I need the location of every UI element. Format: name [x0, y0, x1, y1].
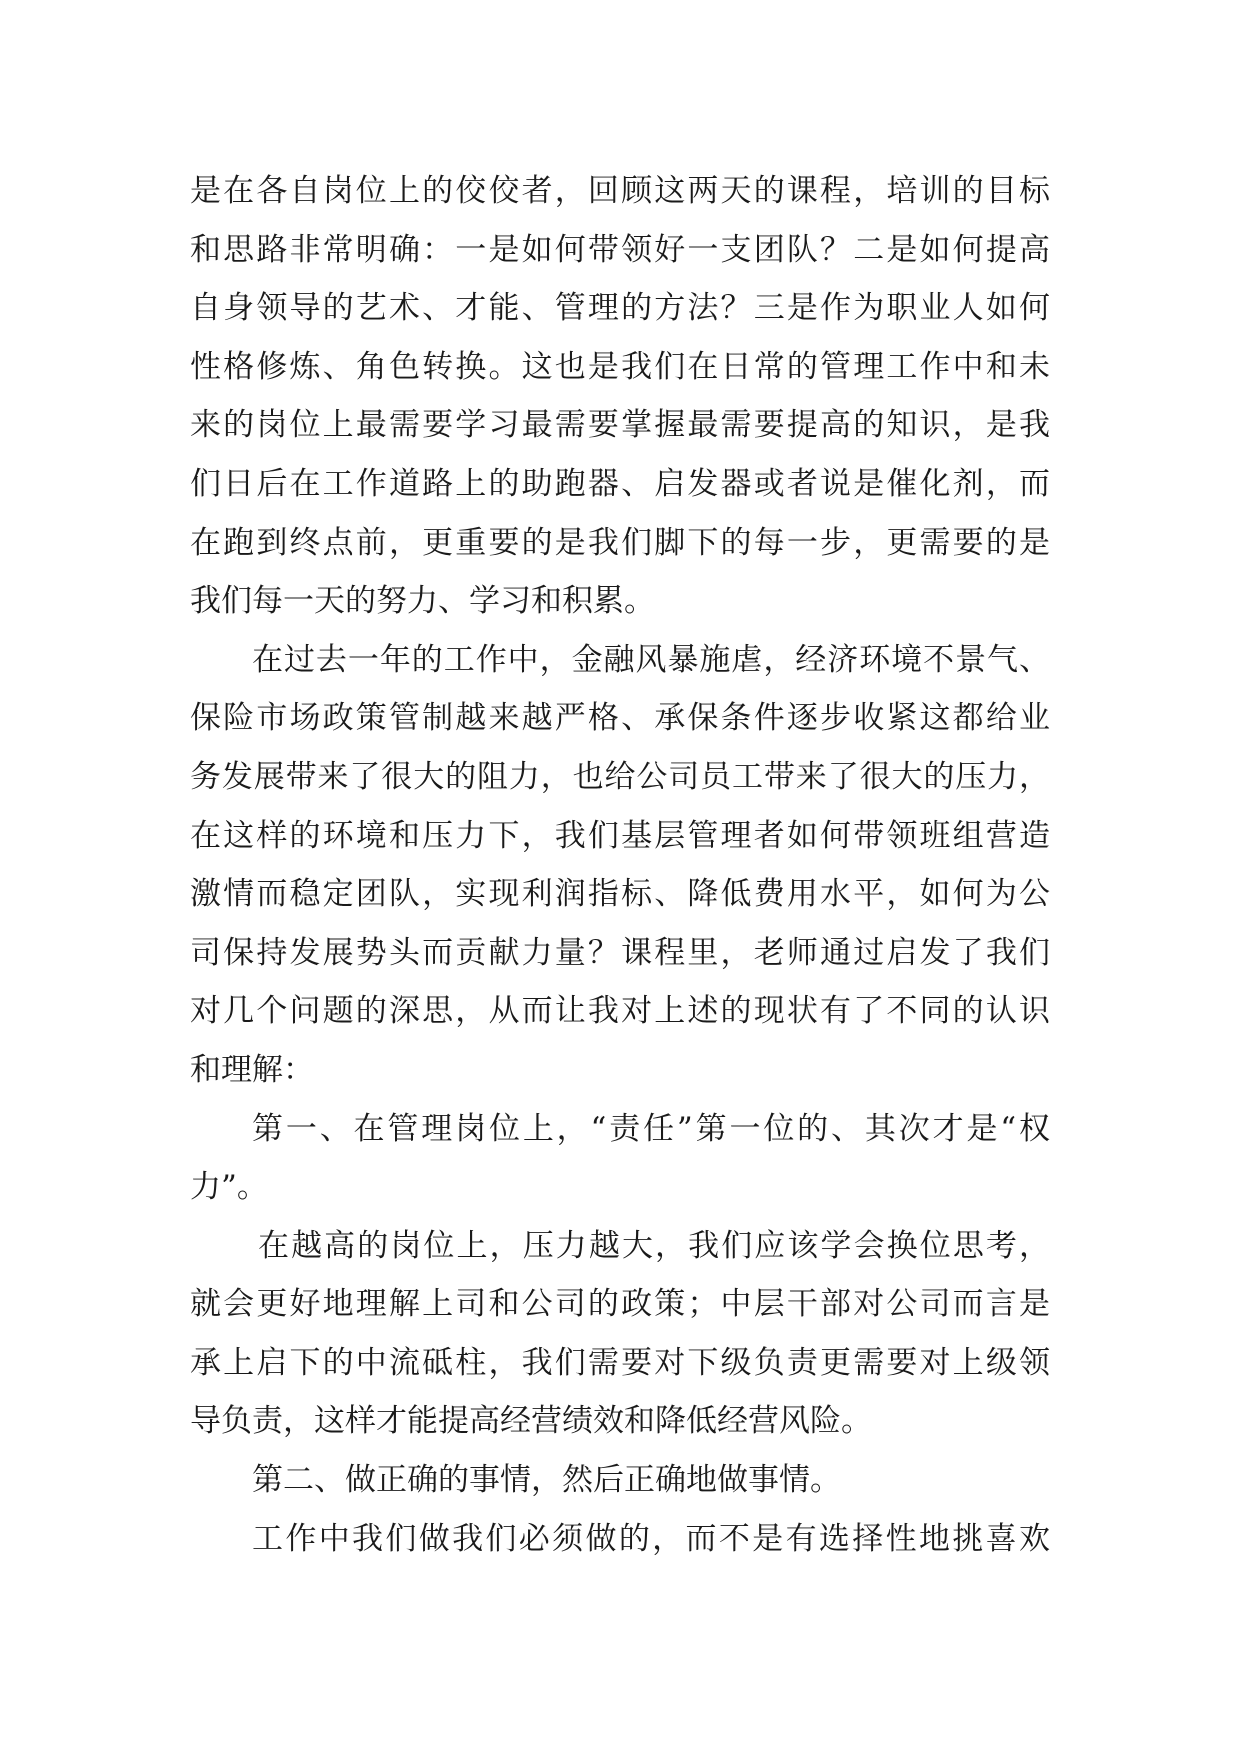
text-line: 是在各自岗位上的佼佼者，回顾这两天的课程，培训的目标 — [190, 173, 1050, 209]
text-line: 对几个问题的深思，从而让我对上述的现状有了不同的认识 — [190, 993, 1050, 1030]
document-body — [190, 162, 1050, 1568]
text-line: 自身领导的艺术、才能、管理的方法？三是作为职业人如何 — [190, 290, 1050, 327]
text-line: 我们每一天的努力、学习和积累。 — [190, 583, 655, 620]
text-line: 性格修炼、角色转换。这也是我们在日常的管理工作中和未 — [190, 348, 1050, 385]
text-line: 激情而稳定团队，实现利润指标、降低费用水平，如何为公 — [190, 876, 1050, 913]
text-line: 们日后在工作道路上的助跑器、启发器或者说是催化剂，而 — [190, 465, 1050, 502]
text-line: 承上启下的中流砥柱，我们需要对下级负责更需要对上级领 — [190, 1344, 1050, 1381]
text-line: 就会更好地理解上司和公司的政策；中层干部对公司而言是 — [190, 1286, 1050, 1323]
text-line: 来的岗位上最需要学习最需要掌握最需要提高的知识，是我 — [190, 407, 1050, 444]
text-line: 第一、在管理岗位上，“责任”第一位的、其次才是“权 — [252, 1110, 1050, 1147]
text-line: 在这样的环境和压力下，我们基层管理者如何带领班组营造 — [190, 817, 1050, 854]
text-line: 导负责，这样才能提高经营绩效和降低经营风险。 — [190, 1403, 872, 1440]
text-line: 第二、做正确的事情，然后正确地做事情。 — [252, 1462, 841, 1499]
text-line: 在过去一年的工作中，金融风暴施虐，经济环境不景气、 — [252, 641, 1050, 678]
text-line: 和思路非常明确：一是如何带领好一支团队？二是如何提高 — [190, 231, 1050, 268]
text-line: 和理解： — [190, 1051, 314, 1088]
text-line: 力”。 — [190, 1169, 268, 1206]
text-line: 务发展带来了很大的阻力，也给公司员工带来了很大的压力， — [190, 758, 1050, 795]
text-line: 保险市场政策管制越来越严格、承保条件逐步收紧这都给业 — [190, 700, 1050, 737]
text-line: 在越高的岗位上，压力越大，我们应该学会换位思考， — [258, 1227, 1050, 1264]
text-line: 司保持发展势头而贡献力量？课程里，老师通过启发了我们 — [190, 934, 1050, 971]
text-line: 在跑到终点前，更重要的是我们脚下的每一步，更需要的是 — [190, 524, 1050, 561]
text-line: 工作中我们做我们必须做的，而不是有选择性地挑喜欢 — [252, 1520, 1050, 1557]
